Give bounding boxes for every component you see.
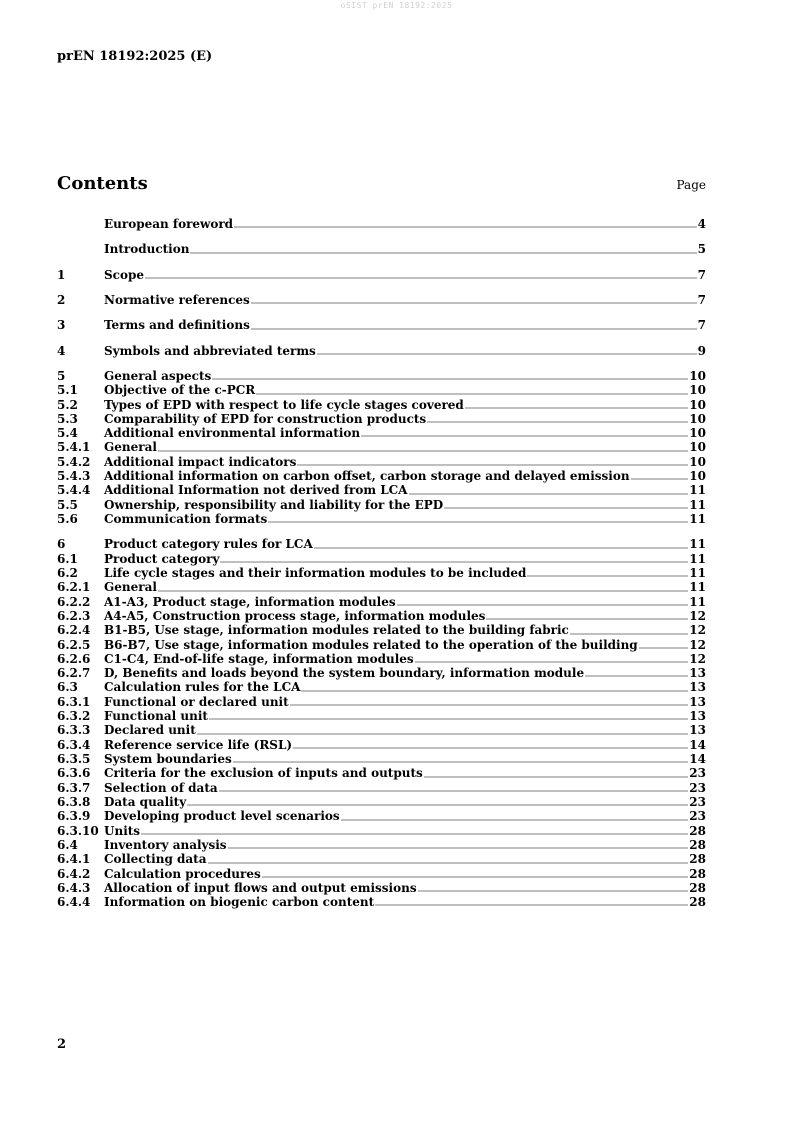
- toc-entry[interactable]: [57, 412, 706, 426]
- toc-entry-page: 28: [689, 895, 706, 910]
- toc-entry-title: Product category rules for LCA: [104, 537, 313, 552]
- toc-entry[interactable]: [57, 268, 706, 282]
- toc-entry-title: Symbols and abbreviated terms: [104, 343, 316, 358]
- toc-entry-title: B1-B5, Use stage, information modules related to the building fabric: [104, 623, 569, 638]
- toc-entry-page: 10: [689, 454, 706, 469]
- toc-entry-title: Additional environmental information: [104, 426, 361, 441]
- toc-entry-number: 6.3.8: [57, 794, 91, 809]
- toc-entry-title: Information on biogenic carbon content: [104, 895, 375, 910]
- toc-entry-number: 6.3.7: [57, 780, 91, 795]
- toc-dot-leader: [209, 710, 688, 720]
- toc-entry-page: 28: [689, 837, 706, 852]
- toc-entry-number: 6.2.3: [57, 608, 91, 623]
- toc-dot-leader: [145, 269, 697, 279]
- toc-dot-leader: [293, 739, 688, 749]
- toc-entry-number: 5.4.2: [57, 454, 91, 469]
- toc-entry[interactable]: [57, 723, 706, 737]
- toc-dot-leader: [158, 442, 688, 452]
- toc-entry-page: 12: [689, 608, 706, 623]
- toc-entry-number: 4: [57, 343, 66, 358]
- toc-entry-number: 6.1: [57, 551, 78, 566]
- toc-entry-title: Calculation procedures: [104, 866, 261, 881]
- toc-dot-leader: [465, 399, 688, 409]
- toc-entry-title: General: [104, 580, 157, 595]
- toc-entry-title: Reference service life (RSL): [104, 737, 293, 752]
- toc-dot-leader: [301, 682, 688, 692]
- toc-entry-number: 6.3.1: [57, 694, 91, 709]
- toc-entry-page: 23: [689, 766, 706, 781]
- toc-entry-number: 5.1: [57, 383, 78, 398]
- toc-entry-page: 10: [689, 397, 706, 412]
- toc-entry-title: Comparability of EPD for construction products: [104, 411, 427, 426]
- toc-dot-leader: [228, 839, 689, 849]
- toc-entry[interactable]: [57, 369, 706, 383]
- toc-entry[interactable]: [57, 666, 706, 680]
- toc-entry-title: B6-B7, Use stage, information modules related to the operation of the building: [104, 637, 638, 652]
- toc-entry-page: 7: [697, 318, 706, 333]
- toc-entry-title: Normative references: [104, 292, 250, 307]
- toc-dot-leader: [409, 485, 689, 495]
- toc-entry-number: 6.4: [57, 837, 78, 852]
- toc-entry-number: 6.2.4: [57, 623, 91, 638]
- toc-entry[interactable]: [57, 824, 706, 838]
- toc-dot-leader: [314, 539, 689, 549]
- toc-entry-title: D, Benefits and loads beyond the system boundary, information module: [104, 666, 585, 681]
- toc-entry[interactable]: [57, 595, 706, 609]
- toc-entry-page: 13: [689, 680, 706, 695]
- toc-entry[interactable]: [57, 623, 706, 637]
- toc-entry-title: Selection of data: [104, 780, 218, 795]
- document-id-header: prEN 18192:2025 (E): [57, 49, 213, 64]
- toc-entry[interactable]: [57, 217, 706, 231]
- toc-entry-page: 13: [689, 694, 706, 709]
- toc-entry-title: Objective of the c-PCR: [104, 383, 256, 398]
- toc-entry-page: 10: [689, 440, 706, 455]
- toc-entry[interactable]: [57, 293, 706, 307]
- toc-dot-leader: [220, 553, 688, 563]
- toc-entry-title: Units: [104, 823, 141, 838]
- toc-entry[interactable]: [57, 766, 706, 780]
- toc-entry-title: European foreword: [104, 217, 234, 231]
- toc-entry-title: General aspects: [104, 368, 212, 383]
- toc-dot-leader: [527, 567, 688, 577]
- toc-dot-leader: [397, 596, 689, 606]
- toc-dot-leader: [639, 639, 689, 649]
- toc-entry[interactable]: [57, 455, 706, 469]
- toc-entry-page: 12: [689, 637, 706, 652]
- toc-entry-page: 4: [697, 217, 706, 231]
- toc-entry-page: 13: [689, 723, 706, 738]
- toc-entry-page: 12: [689, 623, 706, 638]
- toc-entry-title: Product category: [104, 551, 220, 566]
- toc-entry[interactable]: [57, 738, 706, 752]
- toc-entry-title: System boundaries: [104, 752, 232, 766]
- toc-entry[interactable]: [57, 809, 706, 823]
- toc-entry-title: A1-A3, Product stage, information modules: [104, 594, 396, 609]
- toc-dot-leader: [415, 653, 689, 663]
- toc-entry[interactable]: [57, 895, 706, 909]
- toc-entry[interactable]: [57, 838, 706, 852]
- toc-entry-number: 6.3.6: [57, 766, 91, 781]
- toc-entry-page: 10: [689, 383, 706, 398]
- toc-entry[interactable]: [57, 498, 706, 512]
- toc-entry-page: 28: [689, 880, 706, 895]
- toc-entry-page: 10: [689, 469, 706, 484]
- toc-dot-leader: [427, 413, 688, 423]
- toc-entry-page: 11: [689, 565, 706, 580]
- toc-entry-page: 14: [689, 752, 706, 766]
- toc-dot-leader: [187, 796, 688, 806]
- toc-entry-title: Additional impact indicators: [104, 454, 297, 469]
- toc-dot-leader: [317, 345, 697, 355]
- toc-entry-title: General: [104, 440, 157, 455]
- toc-entry[interactable]: [57, 795, 706, 809]
- toc-entry-page: 11: [689, 537, 706, 552]
- toc-entry-page: 10: [689, 426, 706, 441]
- toc-entry-page: 28: [689, 823, 706, 838]
- toc-entry-number: 6.2.5: [57, 637, 91, 652]
- toc-entry-title: Declared unit: [104, 723, 196, 738]
- toc-entry-number: 6.4.4: [57, 895, 91, 910]
- page-column-label: Page: [676, 178, 706, 192]
- toc-entry-title: Life cycle stages and their information modules to be included: [104, 565, 527, 580]
- toc-entry-page: 10: [689, 411, 706, 426]
- toc-entry-title: Functional or declared unit: [104, 694, 289, 709]
- toc-entry[interactable]: [57, 469, 706, 483]
- toc-entry-page: 23: [689, 809, 706, 824]
- toc-dot-leader: [361, 427, 688, 437]
- toc-dot-leader: [251, 294, 697, 304]
- toc-entry-page: 13: [689, 709, 706, 724]
- toc-dot-leader: [219, 782, 689, 792]
- toc-entry[interactable]: [57, 537, 706, 551]
- toc-dot-leader: [158, 582, 688, 592]
- toc-entry-number: 6.2.2: [57, 594, 91, 609]
- toc-entry-number: 5.5: [57, 497, 78, 512]
- toc-entry-page: 23: [689, 780, 706, 795]
- toc-entry[interactable]: [57, 609, 706, 623]
- toc-entry-title: Calculation rules for the LCA: [104, 680, 301, 695]
- toc-entry-title: Inventory analysis: [104, 837, 227, 852]
- toc-entry[interactable]: [57, 752, 706, 766]
- toc-entry-number: 6.2.6: [57, 651, 91, 666]
- toc-entry-number: 2: [57, 292, 66, 307]
- toc-entry[interactable]: [57, 852, 706, 866]
- toc-entry-number: 6.4.1: [57, 852, 91, 867]
- toc-entry-number: 1: [57, 267, 66, 282]
- toc-dot-leader: [141, 825, 688, 835]
- toc-dot-leader: [212, 370, 688, 380]
- toc-dot-leader: [486, 610, 688, 620]
- toc-dot-leader: [234, 218, 697, 228]
- toc-entry[interactable]: [57, 881, 706, 895]
- toc-entry[interactable]: [57, 867, 706, 881]
- toc-entry[interactable]: [57, 242, 706, 256]
- toc-dot-leader: [262, 868, 689, 878]
- toc-entry[interactable]: [57, 709, 706, 723]
- toc-entry[interactable]: [57, 580, 706, 594]
- toc-entry[interactable]: [57, 638, 706, 652]
- toc-entry-page: 11: [689, 551, 706, 566]
- toc-entry-page: 7: [697, 292, 706, 307]
- toc-entry-page: 11: [689, 580, 706, 595]
- toc-entry-title: Communication formats: [104, 512, 268, 526]
- toc-entry-number: 6.2.7: [57, 666, 91, 681]
- toc-entry-title: Criteria for the exclusion of inputs and outputs: [104, 766, 423, 781]
- toc-entry-number: 5.6: [57, 512, 78, 526]
- toc-entry[interactable]: [57, 398, 706, 412]
- toc-entry-page: 28: [689, 866, 706, 881]
- toc-dot-leader: [444, 499, 688, 509]
- toc-entry[interactable]: [57, 344, 706, 358]
- toc-entry-number: 5.2: [57, 397, 78, 412]
- toc-entry-number: 5: [57, 368, 66, 383]
- toc-entry[interactable]: [57, 652, 706, 666]
- toc-entry-number: 5.4.4: [57, 483, 91, 498]
- toc-dot-leader: [268, 513, 688, 523]
- page-title: Contents: [57, 173, 148, 194]
- toc-entry[interactable]: [57, 680, 706, 694]
- toc-dot-leader: [197, 725, 689, 735]
- toc-entry-number: 6.3.5: [57, 752, 91, 766]
- toc-entry[interactable]: [57, 440, 706, 454]
- toc-entry-title: Functional unit: [104, 709, 208, 724]
- toc-entry[interactable]: [57, 552, 706, 566]
- toc-entry-number: 6.3.2: [57, 709, 91, 724]
- toc-entry-page: 7: [697, 267, 706, 282]
- toc-entry-page: 13: [689, 666, 706, 681]
- toc-dot-leader: [424, 768, 689, 778]
- toc-entry-page: 28: [689, 852, 706, 867]
- toc-dot-leader: [251, 320, 697, 330]
- toc-entry[interactable]: [57, 566, 706, 580]
- toc-dot-leader: [585, 667, 688, 677]
- toc-entry-page: 5: [697, 242, 706, 257]
- toc-entry-number: 5.4.3: [57, 469, 91, 484]
- toc-entry-number: 6.3.9: [57, 809, 91, 824]
- toc-dot-leader: [570, 625, 688, 635]
- toc-entry-page: 23: [689, 794, 706, 809]
- toc-entry-page: 11: [689, 483, 706, 498]
- toc-entry-title: Introduction: [104, 242, 190, 257]
- toc-dot-leader: [233, 753, 689, 763]
- toc-dot-leader: [190, 244, 696, 254]
- toc-dot-leader: [208, 854, 689, 864]
- toc-entry-number: 6.4.2: [57, 866, 91, 881]
- toc-entry[interactable]: [57, 483, 706, 497]
- toc-entry-number: 6: [57, 537, 66, 552]
- toc-entry-title: Collecting data: [104, 852, 207, 867]
- toc-entry-title: Ownership, responsibility and liability for the EPD: [104, 497, 444, 512]
- toc-entry-page: 12: [689, 651, 706, 666]
- toc-entry-title: Developing product level scenarios: [104, 809, 340, 824]
- toc-dot-leader: [297, 456, 688, 466]
- table-of-contents: [57, 217, 706, 909]
- toc-dot-leader: [375, 896, 688, 906]
- toc-entry-number: 5.4.1: [57, 440, 91, 455]
- toc-entry[interactable]: [57, 318, 706, 332]
- toc-entry-number: 6.2.1: [57, 580, 91, 595]
- toc-entry-number: 5.3: [57, 411, 78, 426]
- toc-entry[interactable]: [57, 383, 706, 397]
- toc-entry-number: 6.3.10: [57, 823, 99, 838]
- toc-entry-page: 10: [689, 368, 706, 383]
- toc-entry-title: Additional Information not derived from LCA: [104, 483, 408, 498]
- toc-entry-number: 6.3: [57, 680, 78, 695]
- toc-entry[interactable]: [57, 426, 706, 440]
- toc-entry-page: 9: [697, 343, 706, 358]
- toc-dot-leader: [341, 811, 689, 821]
- page-number: 2: [57, 1037, 67, 1052]
- toc-entry-title: A4-A5, Construction process stage, information modules: [104, 608, 486, 623]
- toc-entry-number: 6.2: [57, 565, 78, 580]
- toc-entry-number: 6.3.3: [57, 723, 91, 738]
- toc-entry-number: 6.4.3: [57, 880, 91, 895]
- toc-entry-page: 14: [689, 737, 706, 752]
- toc-entry-number: 6.3.4: [57, 737, 91, 752]
- toc-entry-page: 11: [689, 497, 706, 512]
- toc-entry[interactable]: [57, 512, 706, 526]
- toc-entry-title: Scope: [104, 267, 145, 282]
- toc-entry-title: C1-C4, End-of-life stage, information modules: [104, 651, 414, 666]
- toc-entry-number: 5.4: [57, 426, 78, 441]
- toc-entry-page: 11: [689, 512, 706, 526]
- toc-entry-title: Terms and definitions: [104, 318, 250, 333]
- toc-entry-title: Allocation of input flows and output emissions: [104, 880, 417, 895]
- watermark: oSIST prEN 18192:2025: [340, 1, 453, 10]
- toc-dot-leader: [290, 696, 689, 706]
- toc-entry-title: Types of EPD with respect to life cycle stages covered: [104, 397, 464, 412]
- toc-entry-number: 3: [57, 318, 66, 333]
- toc-dot-leader: [418, 882, 689, 892]
- toc-entry-page: 11: [689, 594, 706, 609]
- toc-entry[interactable]: [57, 695, 706, 709]
- toc-dot-leader: [631, 470, 689, 480]
- toc-entry-title: Additional information on carbon offset, carbon storage and delayed emission: [104, 469, 630, 484]
- toc-dot-leader: [256, 385, 688, 395]
- toc-entry-title: Data quality: [104, 794, 187, 809]
- toc-entry[interactable]: [57, 781, 706, 795]
